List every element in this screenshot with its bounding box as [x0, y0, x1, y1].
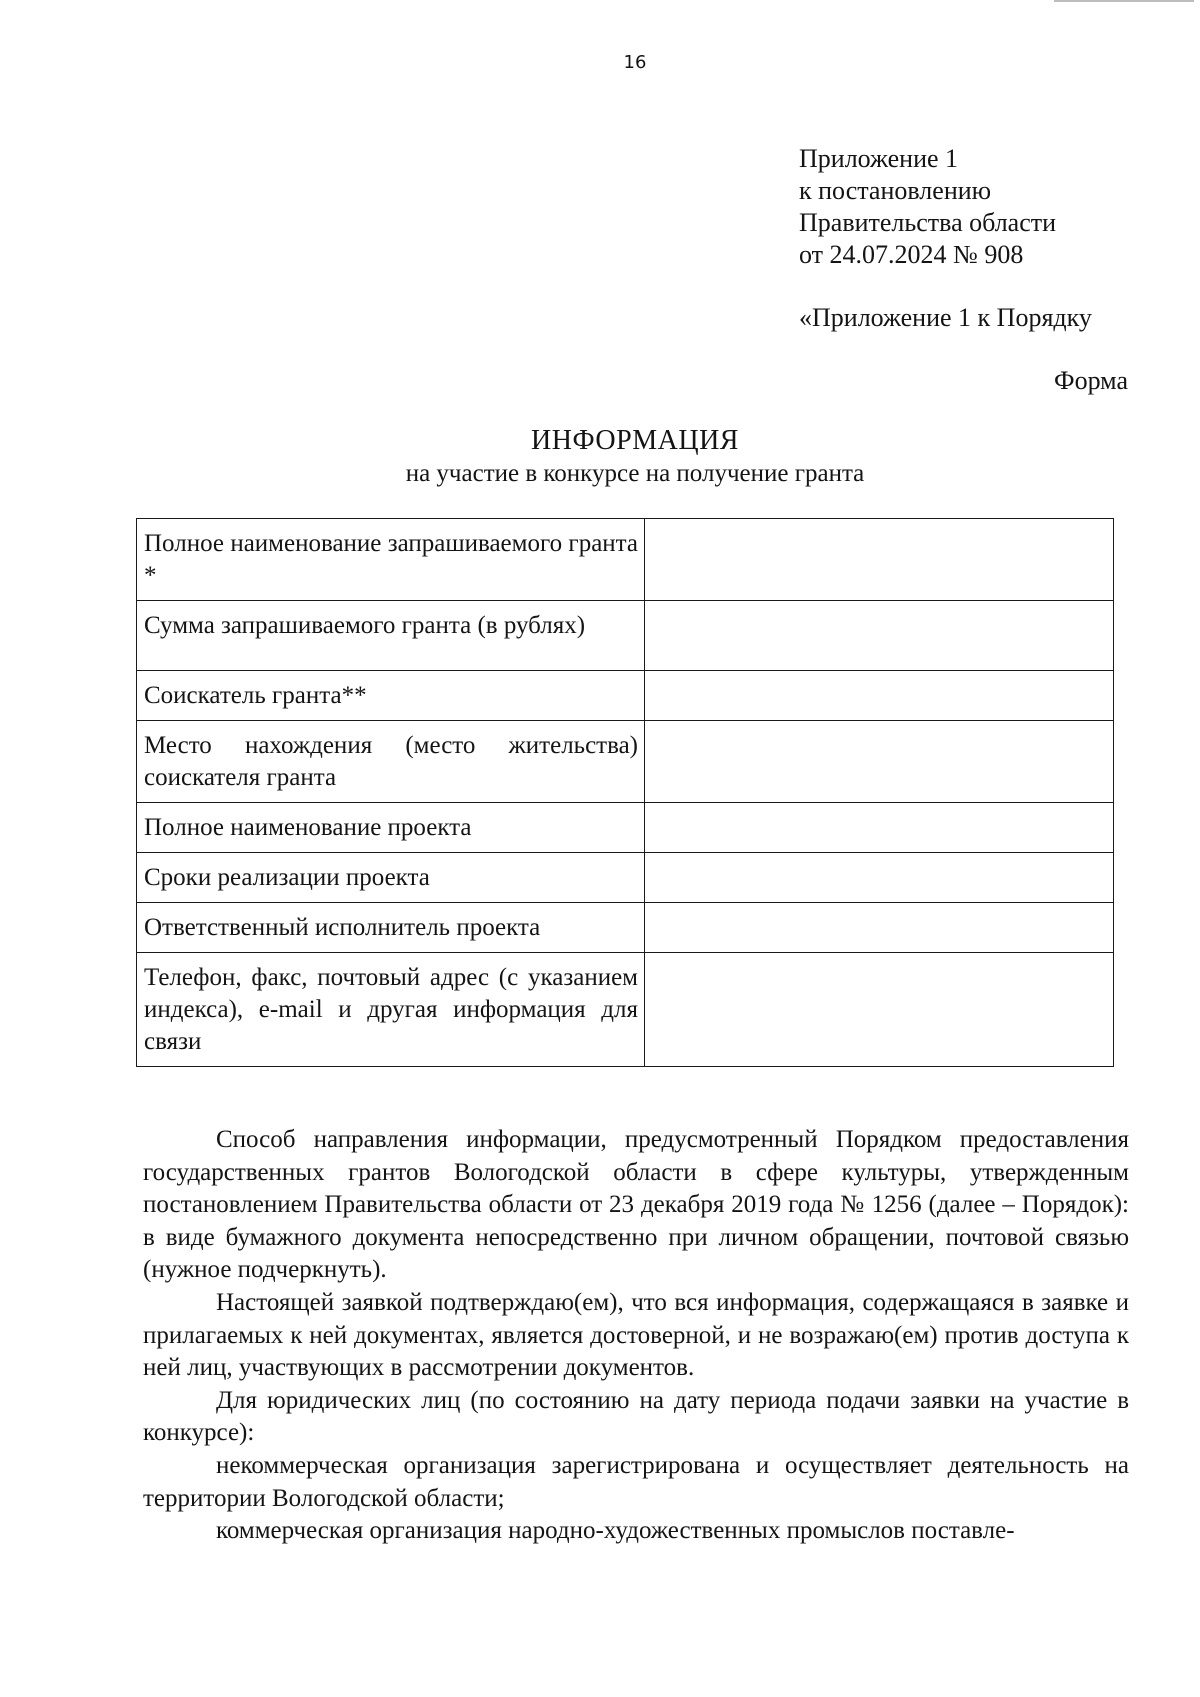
table-row	[137, 853, 1114, 903]
table-row	[137, 519, 1114, 601]
row-label: Ответственный исполнитель проекта	[137, 903, 645, 953]
table-row	[137, 671, 1114, 721]
grant-info-table	[136, 518, 1114, 1067]
approval-line: от 24.07.2024 № 908	[799, 240, 1024, 269]
row-value-cell[interactable]	[645, 601, 1114, 671]
row-value-cell[interactable]	[645, 721, 1114, 803]
row-label: Телефон, факс, почтовый адрес (с указанием индекса), e-mail и другая информация для связи	[137, 953, 645, 1067]
order-appendix-ref: «Приложение 1 к Порядку	[799, 303, 1092, 332]
scan-edge-mark	[1054, 0, 1194, 8]
paragraph-confirmation: Настоящей заявкой подтверждаю(ем), что вся информация, содержащаяся в заявке и прилагаемых к ней документах, является достоверной, и не возражаю(ем) против доступа к ней лиц, участвующих в рассмотрении документов.	[143, 1288, 1129, 1382]
table-row	[137, 903, 1114, 953]
row-value-cell[interactable]	[645, 903, 1114, 953]
row-label: Место нахождения (место жительства) соискателя гранта	[137, 721, 645, 803]
table-row	[137, 601, 1114, 671]
approval-line: к постановлению	[799, 176, 992, 205]
row-value-cell[interactable]	[645, 519, 1114, 601]
paragraph-legal-entities: Для юридических лиц (по состоянию на дату периода подачи заявки на участие в конкурсе):	[143, 1386, 1129, 1447]
approval-block	[799, 143, 1056, 271]
paragraph-commercial: коммерческая организация народно-художественных промыслов поставле-	[216, 1517, 1015, 1545]
document-title: ИНФОРМАЦИЯ	[531, 425, 739, 456]
body-text	[143, 1124, 1129, 1548]
table-row	[137, 803, 1114, 853]
row-value-cell[interactable]	[645, 803, 1114, 853]
row-value-cell[interactable]	[645, 953, 1114, 1067]
document-subtitle: на участие в конкурсе на получение гранта	[405, 460, 865, 487]
paragraph-submission-method: Способ направления информации, предусмотренный Порядком предоставления государственных грантов Вологодской области в сфере культуры, утвержденным постановлением Правительства области от 23 декабря 2019 года № 1256 (далее – Порядок): в виде бумажного документа непосредственно при личном обращении, почтовой связью (нужное подчеркнуть).	[143, 1126, 1129, 1284]
paragraph-noncommercial: некоммерческая организация зарегистрирована и осуществляет деятельность на территории Вологодской области;	[143, 1451, 1129, 1512]
form-label: Форма	[1054, 366, 1128, 395]
row-value-cell[interactable]	[645, 671, 1114, 721]
row-label: Сумма запрашиваемого гранта (в рублях)	[137, 601, 645, 671]
table-row	[137, 953, 1114, 1067]
table-row	[137, 721, 1114, 803]
approval-line: Приложение 1	[799, 144, 959, 173]
approval-line: Правительства области	[799, 208, 1057, 237]
row-label: Полное наименование проекта	[137, 803, 645, 853]
page-number: 16	[623, 52, 647, 73]
row-label: Соискатель гранта**	[137, 671, 645, 721]
row-label: Полное наименование запрашиваемого гранта *	[137, 519, 645, 601]
row-label: Сроки реализации проекта	[137, 853, 645, 903]
row-value-cell[interactable]	[645, 853, 1114, 903]
